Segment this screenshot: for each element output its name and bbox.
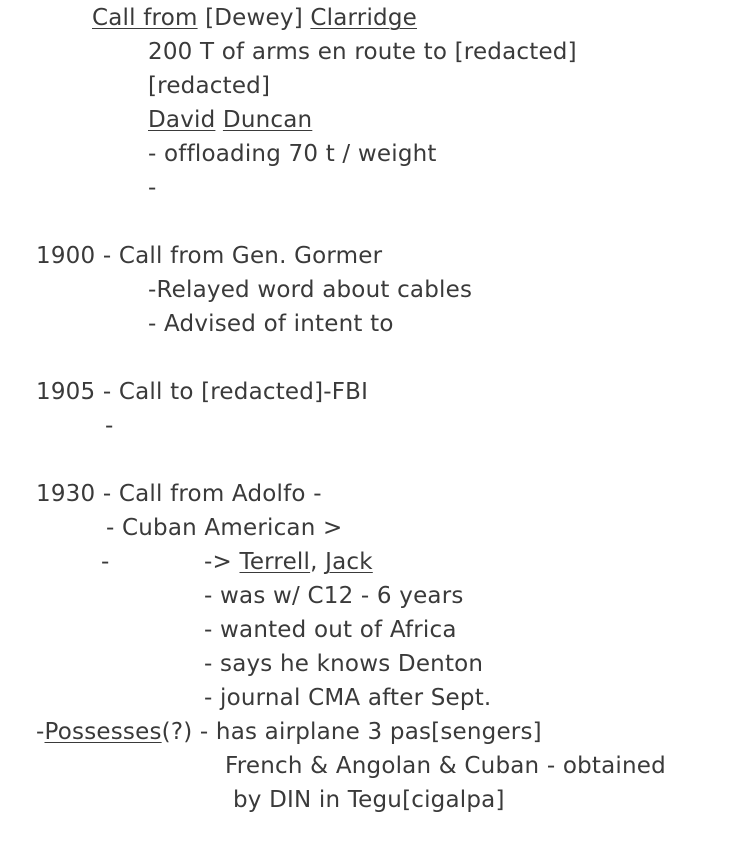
terrell-name: Terrell — [239, 549, 311, 575]
leading-dash: - — [36, 719, 45, 745]
note-line-possesses-airplane — [36, 717, 542, 747]
dewey-text: [Dewey] — [197, 5, 311, 31]
note-line-1930-call: 1930 - Call from Adolfo - — [36, 481, 322, 507]
clarridge-name: Clarridge — [310, 5, 417, 31]
arrow-text: -> — [204, 549, 240, 575]
note-line-redacted: [redacted] — [148, 73, 271, 99]
note-line-din-tegucigalpa: by DIN in Tegu[cigalpa] — [233, 787, 505, 813]
note-line-journal-cma: - journal CMA after Sept. — [204, 685, 492, 711]
note-line-advised-intent: - Advised of intent to — [148, 311, 394, 337]
jack-name: Jack — [325, 549, 373, 575]
call-from-text: Call from — [92, 5, 198, 31]
note-line-offloading: - offloading 70 t / weight — [148, 141, 437, 167]
note-line-dash-3: - — [101, 549, 110, 575]
possesses-text: Possesses — [44, 719, 162, 745]
note-line-1905-call: 1905 - Call to [redacted]-FBI — [36, 379, 369, 405]
note-line-knows-denton: - says he knows Denton — [204, 651, 484, 677]
airplane-text: (?) - has airplane 3 pas[sengers] — [161, 719, 542, 745]
david-name: David — [148, 107, 216, 133]
note-line-dash: - — [148, 175, 157, 201]
duncan-name: Duncan — [222, 107, 313, 133]
note-line-terrell-jack — [204, 547, 373, 577]
note-line-arms-en-route: 200 T of arms en route to [redacted] — [148, 39, 577, 65]
name-space — [215, 107, 223, 133]
note-line-relayed-word: -Relayed word about cables — [148, 277, 473, 303]
note-line-david-duncan — [148, 105, 312, 135]
note-line-out-of-africa: - wanted out of Africa — [204, 617, 457, 643]
note-line-cuban-american: - Cuban American > — [106, 515, 343, 541]
comma-text: , — [310, 549, 326, 575]
note-line-french-angolan-cuban: French & Angolan & Cuban - obtained — [225, 753, 666, 779]
note-line-was-with-c12: - was w/ C12 - 6 years — [204, 583, 464, 609]
note-line-dash-2: - — [105, 413, 114, 439]
note-line-1900-call: 1900 - Call from Gen. Gormer — [36, 243, 383, 269]
note-line-call-from-clarridge — [92, 3, 417, 33]
